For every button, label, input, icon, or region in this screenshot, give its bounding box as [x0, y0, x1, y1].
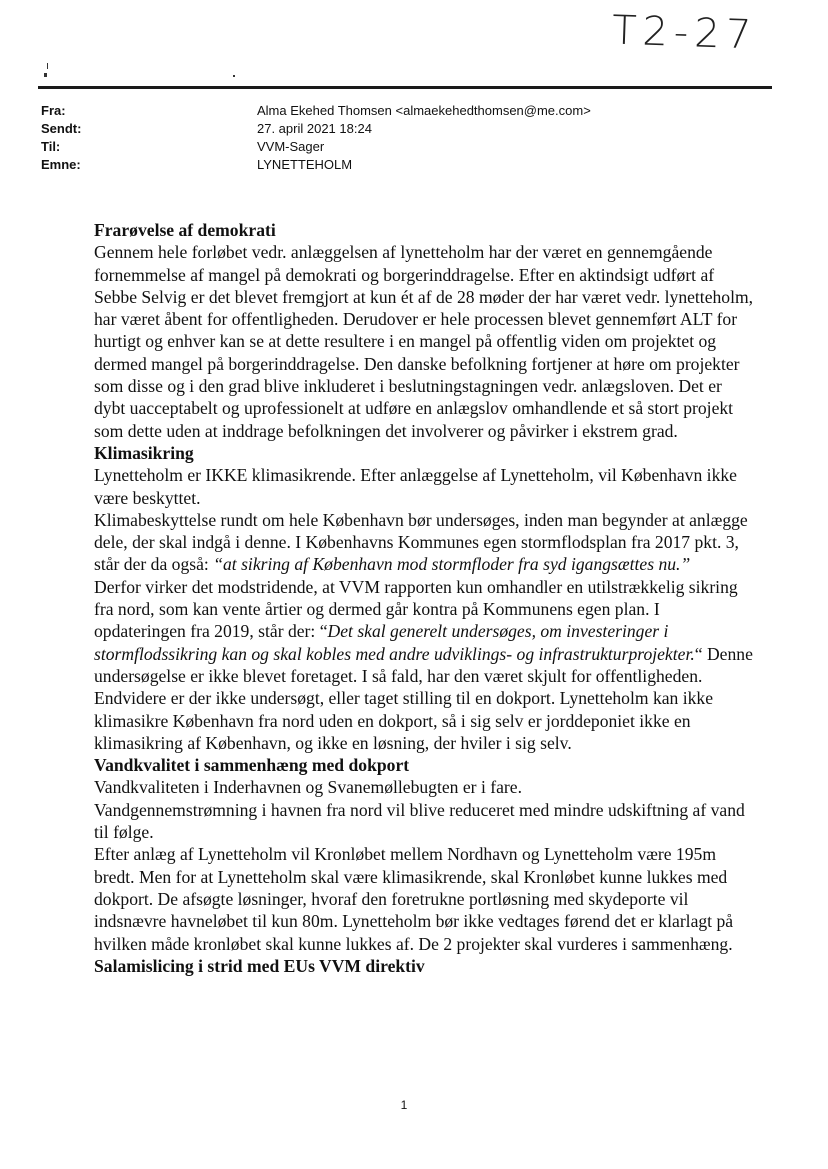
paragraph-kronlobet: Efter anlæg af Lynetteholm vil Kronløbet mellem Nordhavn og Lynetteholm være 195m bredt. Men for at Lynetteholm skal være klimasikrende, skal Kronløbet kunne lukkes med dokport. De afsøgte løsninger, hvoraf den foretrukne portløsning med skydeporte vil indsnævre havneløbet til kun 80m. Lynetteholm bør ikke vedtages førend det er klarlagt på hvilken måde kronløbet skal kunne lukkes af. De 2 projekter skal vurderes i sammenhæng.: [94, 844, 734, 954]
sent-row: [41, 120, 591, 138]
page-number: 1: [400, 1098, 408, 1112]
from-label: Fra:: [41, 103, 66, 118]
header-divider: [38, 86, 772, 89]
from-row: [41, 102, 591, 120]
scan-speck: [47, 63, 48, 69]
sent-value: 27. april 2021 18:24: [257, 121, 372, 136]
stormflood-quote: “at sikring af København mod stormfloder fra syd igangsættes nu.”: [213, 554, 691, 575]
paragraph-water-flow: Vandgennemstrømning i havnen fra nord vil blive reduceret med mindre udskiftning af vand til følge.: [94, 799, 745, 843]
to-label: Til:: [41, 139, 61, 154]
letter-body: [94, 219, 754, 977]
update-quote: Det skal generelt undersøges, om investeringer i stormflodssikring kan og skal kobles med andre udviklings- og infrastrukturprojekter.: [94, 621, 695, 664]
scan-speck: [44, 73, 47, 77]
paragraph-democracy: Gennem hele forløbet vedr. anlæggelsen af lynetteholm har der været en gennemgående fornemmelse af mangel på demokrati og borgerinddragelse. Efter en aktindsigt udført af Sebbe Selvig er det blevet fremgjort at kun ét af de 28 møder der har været vedr. lynetteholm, har været åbent for offentligheden. Derudover er hele processen blevet gennemført ALT for hurtigt og enhver kan se at dette resultere i en mangel på offentlig viden om projektet og dermed mangel på borgerinddragelse. Den danske befolkning fortjener at høre om projekter som disse og i den grad blive inkluderet i beslutningstagningen vedr. anlægsloven. Det er dybt uacceptabelt og uprofessionelt at udføre en anlægslov omhandlende et så stort projekt som dette uden at inddrage befolkningen det involverer og påvirker i ekstrem grad.: [94, 242, 754, 441]
paragraph-update-2019: [94, 576, 754, 687]
to-value: VVM-Sager: [257, 139, 325, 154]
from-value: Alma Ekehed Thomsen <almaekehedthomsen@me.com>: [257, 103, 591, 118]
handwritten-stamp: T2-27: [611, 7, 758, 59]
paragraph-water-quality: Vandkvaliteten i Inderhavnen og Svanemøllebugten er i fare.: [94, 777, 522, 798]
paragraph-stormflood-plan: [94, 509, 754, 576]
sent-label: Sendt:: [41, 121, 82, 136]
paragraph-dock-gate: Endvidere er der ikke undersøgt, eller taget stilling til en dokport. Lynetteholm kan ikke klimasikre København fra nord uden en dokport, så i sig selv er jorddeponiet ikke en klimasikring af København, og ikke en løsning, der hviler i sig selv.: [94, 688, 714, 753]
section-heading-salami-slicing: Salamislicing i strid med EUs VVM direktiv: [94, 955, 425, 976]
subject-row: [41, 156, 591, 174]
section-heading-climate: Klimasikring: [94, 442, 194, 463]
update-text-end: “ Denne undersøgelse er ikke blevet foretaget. I så fald, har den været skjult for offentligheden.: [94, 643, 753, 686]
update-text: Derfor virker det modstridende, at VVM rapporten kun omhandler en utilstrækkelig sikring fra nord, som kan vente årtier og dermed går kontra på Kommunens egen plan. I opdateringen fra 2019, står der: “: [94, 576, 738, 642]
stormflood-text: Klimabeskyttelse rundt om hele København bør undersøges, inden man begynder at anlægge dele, der skal indgå i denne. I Københavns Kommunes egen stormflodsplan fra 2017 pkt. 3, står der da også:: [94, 509, 748, 575]
to-row: [41, 138, 591, 156]
paragraph-climate-intro: Lynetteholm er IKKE klimasikrende. Efter anlæggelse af Lynetteholm, vil København ikke være beskyttet.: [94, 465, 737, 508]
section-heading-water-quality: Vandkvalitet i sammenhæng med dokport: [94, 755, 410, 776]
scan-speck: [233, 75, 235, 77]
email-header: [41, 102, 591, 174]
subject-label: Emne:: [41, 157, 81, 172]
section-heading-democracy: Frarøvelse af demokrati: [94, 220, 276, 240]
subject-value: LYNETTEHOLM: [257, 157, 353, 172]
